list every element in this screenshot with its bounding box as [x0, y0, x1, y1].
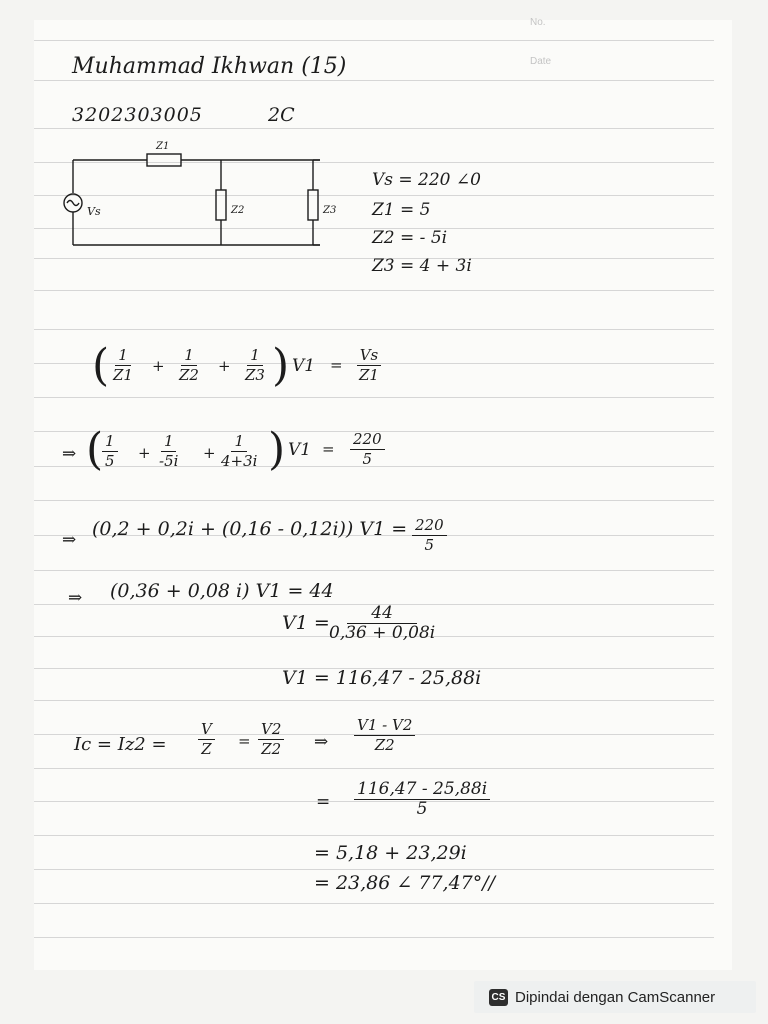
given-z1: Z1 = 5 [372, 200, 431, 220]
circuit-diagram [55, 135, 355, 260]
z1-label: Z1 [156, 141, 170, 152]
no-label: No. [530, 17, 546, 28]
equation-step-9: = 5,18 + 23,29i [314, 842, 467, 864]
given-z3: Z3 = 4 + 3i [372, 256, 472, 276]
date-label: Date [530, 56, 552, 67]
student-id: 3202303005 [72, 104, 203, 126]
z3-label: Z3 [323, 205, 337, 216]
student-class: 2C [268, 104, 295, 126]
camscanner-logo: CS [489, 989, 508, 1006]
given-z2: Z2 = - 5i [372, 228, 448, 248]
z2-label: Z2 [231, 205, 245, 216]
equation-step-6: V1 = 116,47 - 25,88i [282, 667, 482, 689]
given-vs: Vs = 220 ∠0 [372, 170, 481, 190]
student-name: Muhammad Ikhwan (15) [72, 54, 347, 79]
equation-step-10: = 23,86 ∠ 77,47°// [314, 872, 496, 894]
camscanner-label: Dipindai dengan CamScanner [515, 988, 716, 1006]
vs-label: Vs [87, 205, 101, 218]
camscanner-badge [474, 981, 756, 1013]
